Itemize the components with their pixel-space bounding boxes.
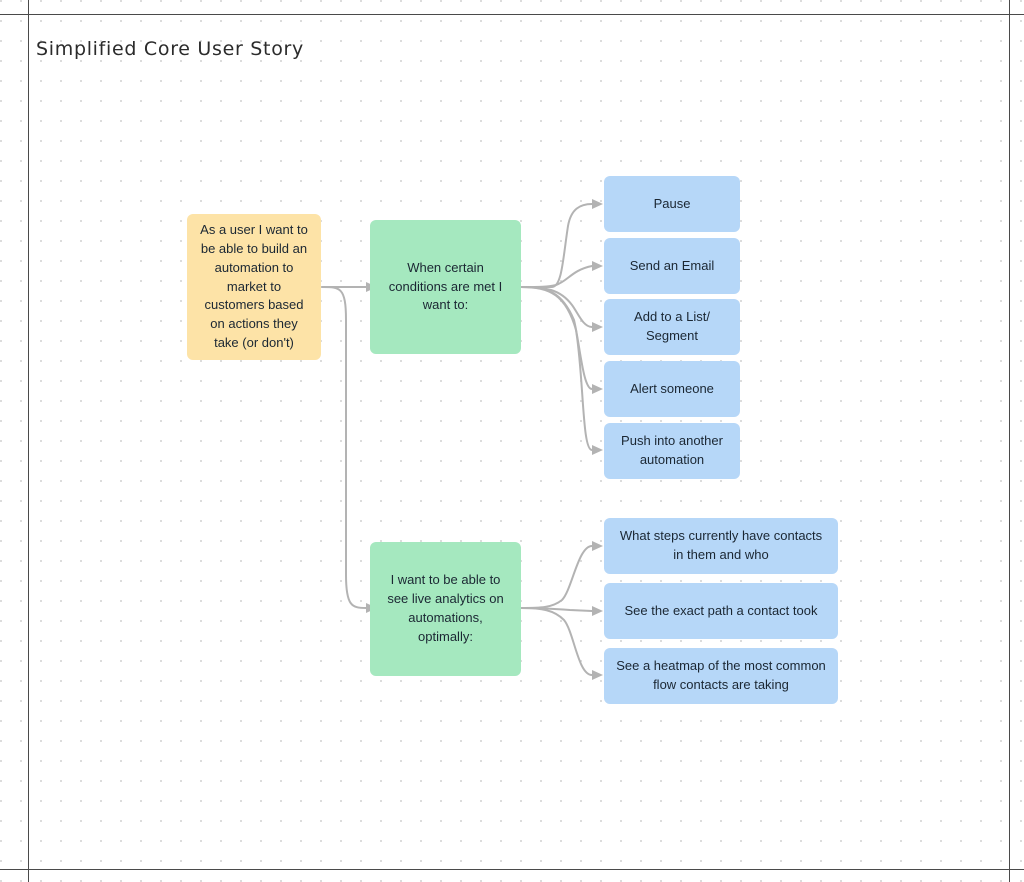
node-action-pause[interactable] (604, 176, 740, 232)
node-label: Send an Email (629, 257, 715, 273)
node-action-send-email[interactable] (604, 238, 740, 294)
node-analytics-exact-path[interactable] (604, 583, 838, 639)
node-label: See the exact path a contact took (624, 602, 818, 618)
node-label: As a user I want to be able to build an automation to market to customers based on actions they take (or don't) (200, 222, 308, 351)
node-root-user-story[interactable] (187, 214, 321, 360)
node-analytics-heatmap[interactable] (604, 648, 838, 704)
node-label: Push into another automation (621, 433, 723, 467)
frame-bottom-edge (0, 869, 1024, 870)
node-label: See a heatmap of the most common flow contacts are taking (616, 658, 826, 692)
node-branch-analytics[interactable] (370, 542, 521, 676)
node-label: What steps currently have contacts in them and who (619, 528, 823, 562)
node-action-alert-someone[interactable] (604, 361, 740, 417)
node-label: Pause (653, 195, 691, 211)
node-action-add-to-list-segment[interactable] (604, 299, 740, 355)
node-branch-conditions[interactable] (370, 220, 521, 354)
node-label: I want to be able to see live analytics on automations, optimally: (387, 572, 504, 644)
node-label: Alert someone (630, 380, 714, 396)
frame-top-edge (0, 14, 1024, 15)
node-action-push-into-another-automation[interactable] (604, 423, 740, 479)
frame-right-edge (1009, 0, 1010, 882)
node-label: Add to a List/ Segment (634, 309, 710, 343)
page-title: Simplified Core User Story (36, 38, 304, 60)
node-analytics-steps-with-contacts[interactable] (604, 518, 838, 574)
node-label: When certain conditions are met I want to: (388, 259, 503, 313)
frame-left-edge (28, 0, 29, 882)
